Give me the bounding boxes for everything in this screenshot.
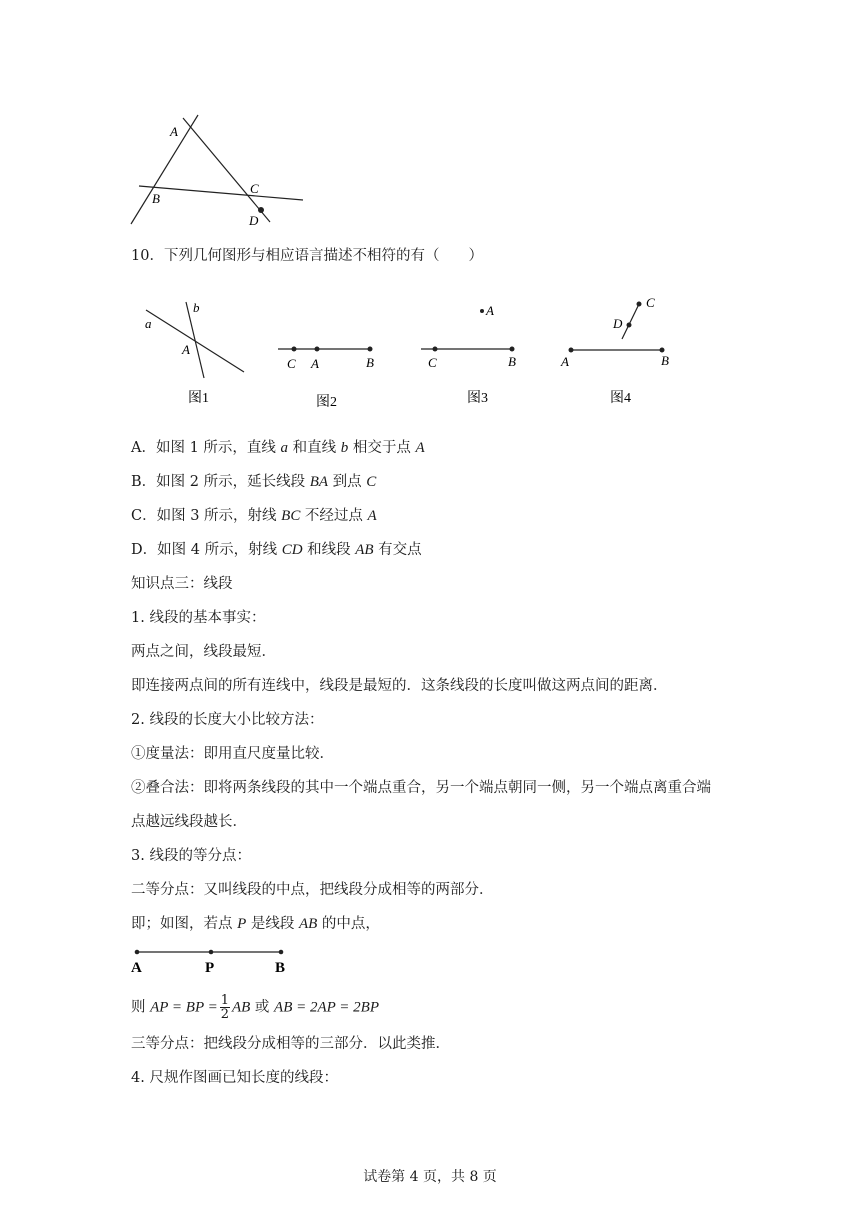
- section-1-fact: 两点之间，线段最短．: [131, 644, 276, 660]
- section-3-bisect: 二等分点：又叫线段的中点，把线段分成相等的两部分．: [131, 882, 494, 898]
- section-3-example: 即；如图，若点 P 是线段 AB 的中点，: [131, 916, 380, 932]
- section-3-trisect: 三等分点：把线段分成相等的三部分．以此类推．: [131, 1036, 450, 1052]
- fig3-label-A: A: [486, 303, 494, 318]
- label-A: A: [170, 124, 178, 139]
- segment-apb-figure: [125, 944, 300, 978]
- fig4-caption: 图4: [610, 391, 631, 406]
- knowledge-heading: 知识点三：线段: [131, 576, 233, 592]
- page-footer: 试卷第 4 页，共 8 页: [363, 1169, 497, 1185]
- fig2-label-A: A: [311, 356, 319, 371]
- top-triangle-figure: [125, 110, 310, 230]
- fig4-label-D: D: [613, 316, 623, 331]
- fig1-caption: 图1: [188, 391, 209, 406]
- fig4-label-C: C: [646, 295, 655, 310]
- fraction-one-half: $\frac{1}{2}$: [220, 993, 229, 1022]
- figure-2: [272, 330, 387, 415]
- fig2-label-C: C: [287, 356, 296, 371]
- question-10-stem: 10．下列几何图形与相应语言描述不相符的有（ ）: [131, 248, 483, 264]
- fig4-label-B: B: [661, 353, 669, 368]
- option-a: A．如图 1 所示，直线 a 和直线 b 相交于点 A: [131, 440, 425, 456]
- section-2-title: 2. 线段的长度大小比较方法：: [131, 712, 324, 728]
- fig1-label-b: b: [193, 300, 200, 315]
- figure-3: [415, 296, 530, 411]
- section-1-title: 1. 线段的基本事实：: [131, 610, 266, 626]
- fig2-caption: 图2: [316, 395, 337, 410]
- fig3-caption: 图3: [467, 391, 488, 406]
- section-2-method-2b: 点越远线段越长．: [131, 814, 247, 830]
- option-c: C．如图 3 所示，射线 BC 不经过点 A: [131, 508, 377, 524]
- label-B: B: [152, 191, 160, 206]
- fig3-label-C: C: [428, 355, 437, 370]
- figure-1: [140, 296, 255, 411]
- section-1-explain: 即连接两点间的所有连线中，线段是最短的．这条线段的长度叫做这两点间的距离．: [131, 678, 668, 694]
- fig1-label-A: A: [182, 342, 190, 357]
- midpoint-formula: 则 AP = BP = $\frac{1}{2}$ AB 或 AB = 2AP = 2BP: [131, 993, 379, 1022]
- label-C: C: [250, 181, 259, 196]
- segment-label-B: B: [275, 960, 286, 976]
- fig3-label-B: B: [508, 354, 516, 369]
- segment-label-A: A: [131, 960, 142, 976]
- figure-4: [555, 292, 685, 410]
- fig1-label-a: a: [145, 316, 152, 331]
- fig4-label-A: A: [561, 354, 569, 369]
- option-b: B．如图 2 所示，延长线段 BA 到点 C: [131, 474, 377, 490]
- segment-label-P: P: [205, 960, 215, 976]
- section-3-title: 3. 线段的等分点：: [131, 848, 251, 864]
- section-2-method-1: ①度量法：即用直尺度量比较．: [131, 746, 334, 762]
- section-4-title: 4. 尺规作图画已知长度的线段：: [131, 1070, 338, 1086]
- option-d: D．如图 4 所示，射线 CD 和线段 AB 有交点: [131, 542, 422, 558]
- fig2-label-B: B: [366, 355, 374, 370]
- section-2-method-2a: ②叠合法：即将两条线段的其中一个端点重合，另一个端点朝同一侧，另一个端点离重合端: [131, 780, 711, 796]
- label-D: D: [249, 213, 259, 228]
